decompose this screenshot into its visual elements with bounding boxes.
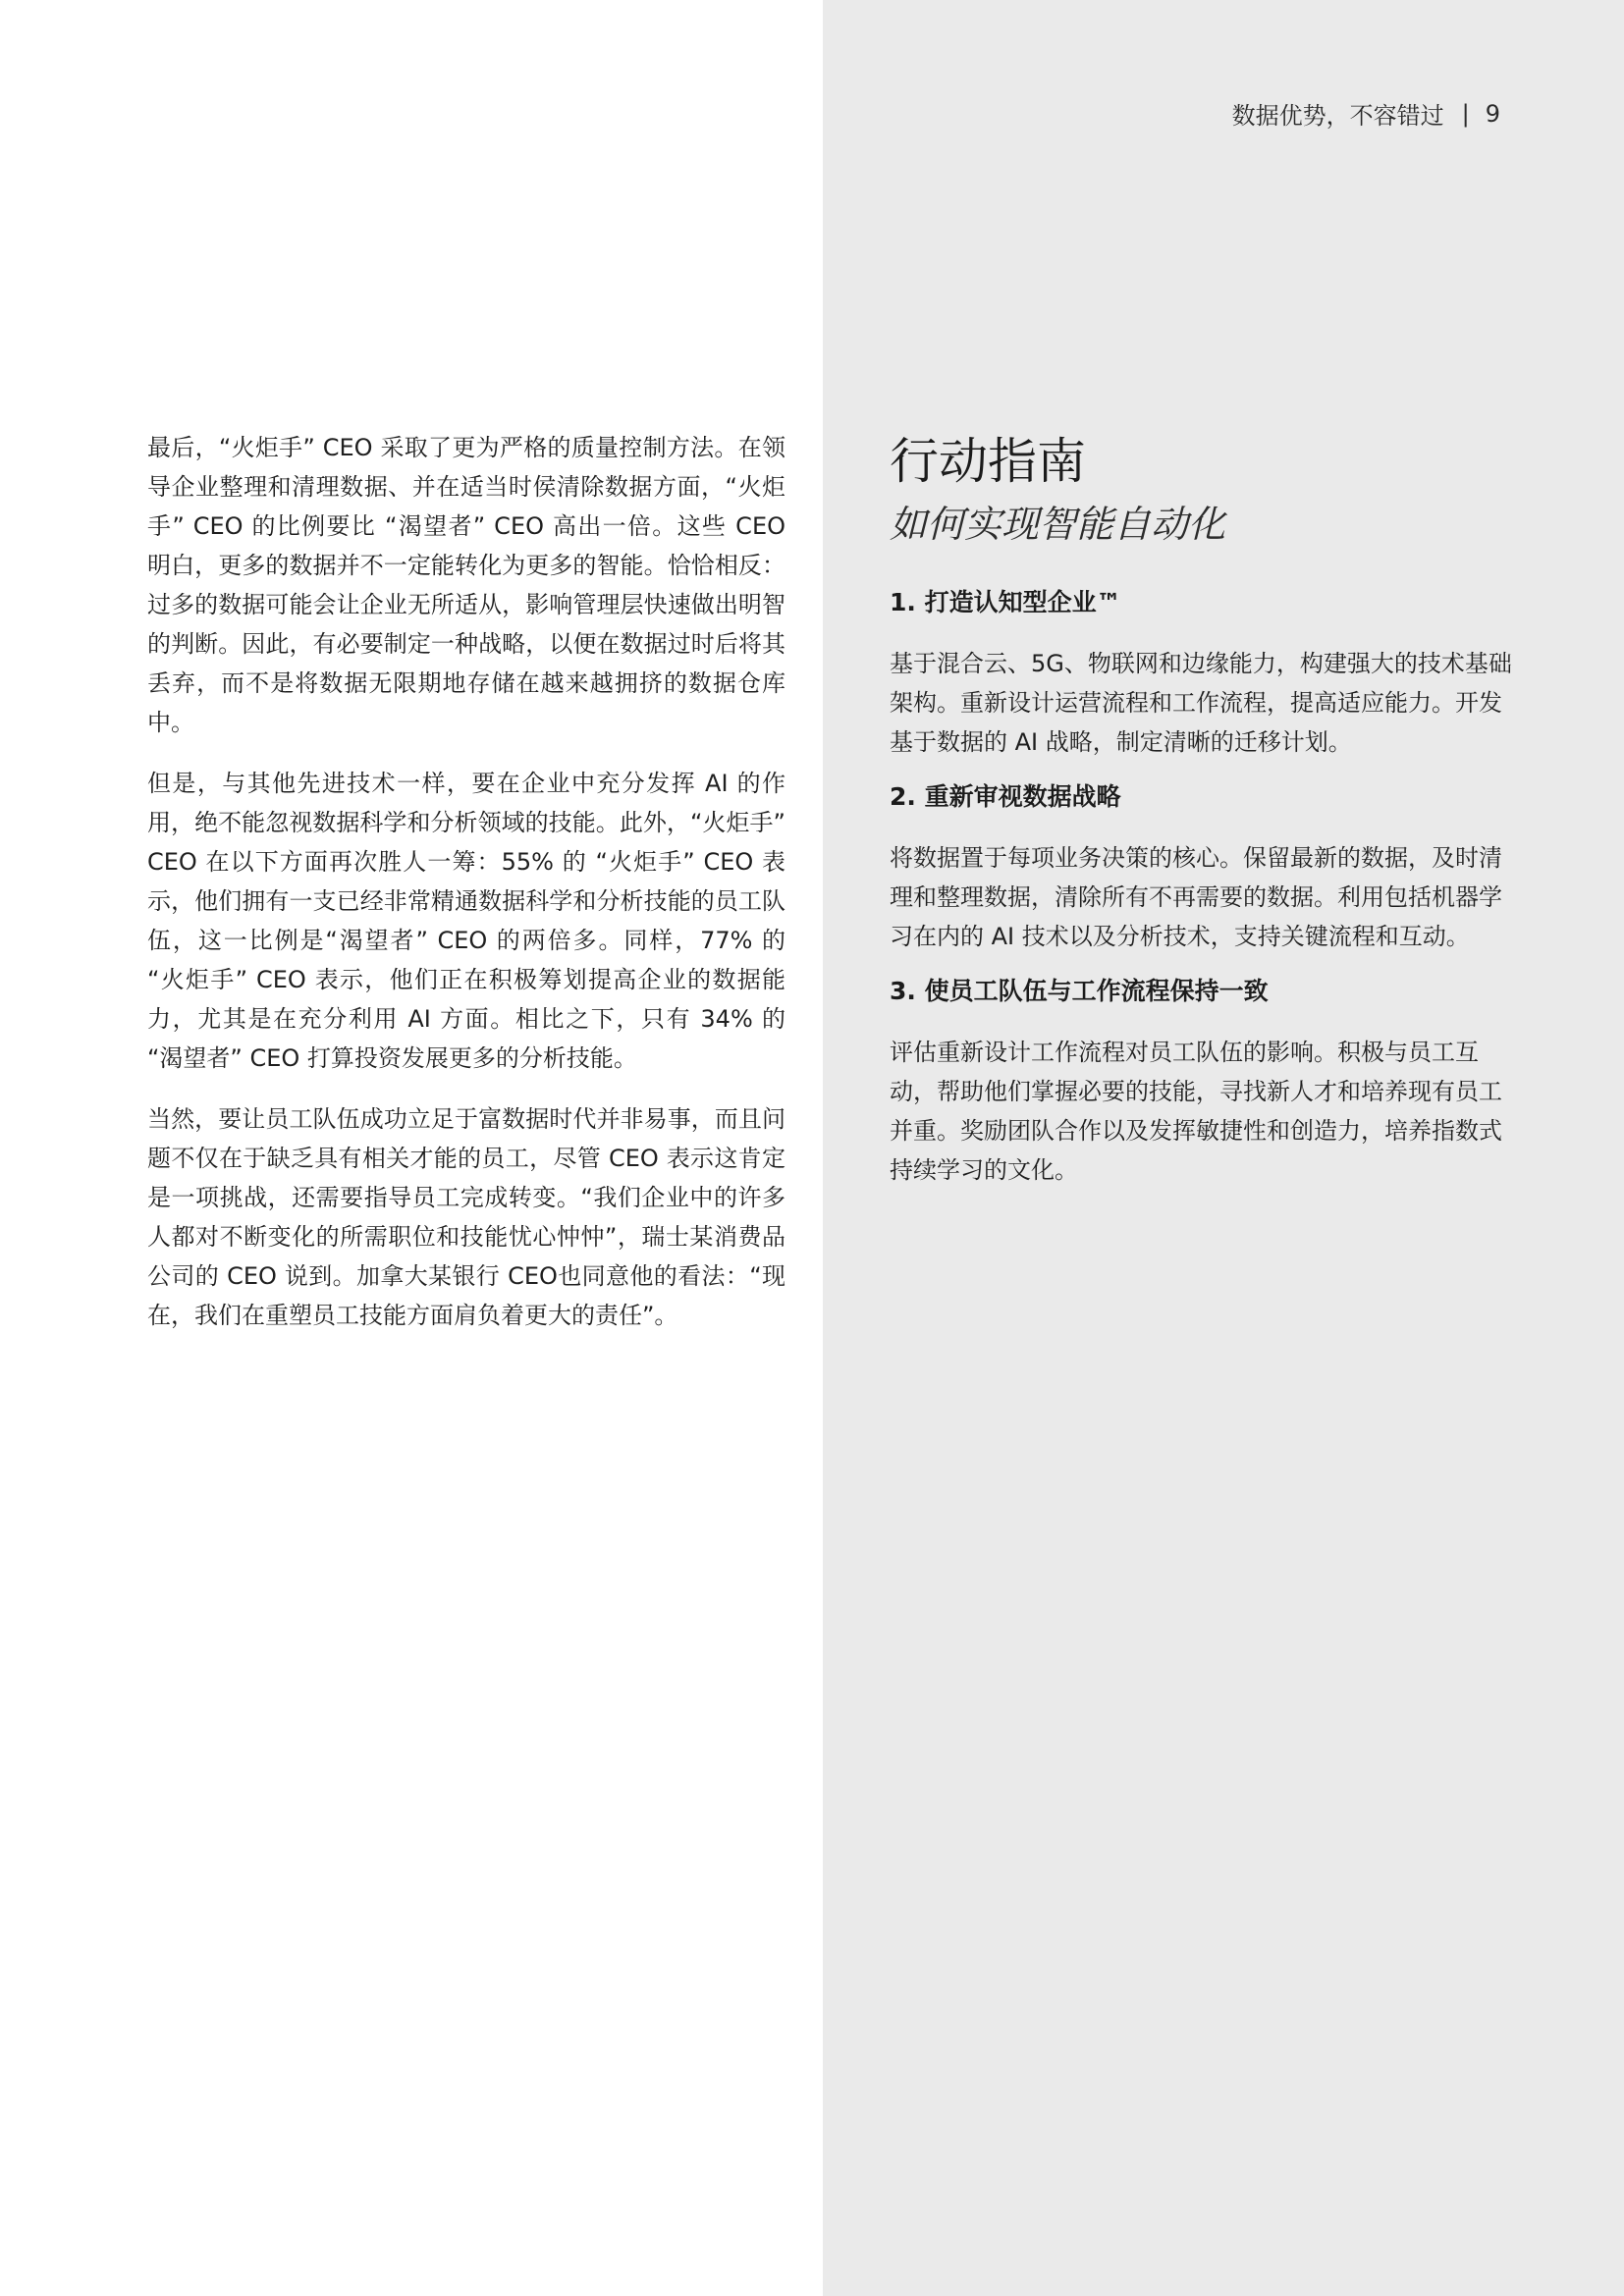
step-text: 基于混合云、5G、物联网和边缘能力，构建强大的技术基础架构。重新设计运营流程和工作流程，提高适应能力。开发基于数据的 AI 战略，制定清晰的迁移计划。 <box>890 650 1512 756</box>
page-number: 9 <box>1485 99 1500 128</box>
header-title: 数据优势，不容错过 <box>1231 102 1444 130</box>
step-heading: 3. 使员工队伍与工作流程保持一致 <box>890 977 1269 1005</box>
guide-title: 行动指南 <box>890 433 1086 490</box>
body-text <box>147 428 785 1357</box>
step-text: 评估重新设计工作流程对员工队伍的影响。积极与员工互动，帮助他们掌握必要的技能，寻找新人才和培养现有员工并重。奖励团队合作以及发挥敏捷性和创造力，培养指数式持续学习的文化。 <box>890 1039 1502 1184</box>
step-heading: 1. 打造认知型企业™ <box>890 588 1121 616</box>
header-separator: | <box>1461 99 1470 128</box>
page-header <box>1232 96 1500 131</box>
action-guide <box>890 432 1518 1207</box>
guide-subtitle: 如何实现智能自动化 <box>890 503 1226 546</box>
body-paragraph: 但是，与其他先进技术一样，要在企业中充分发挥 AI 的作用，绝不能忽视数据科学和分析领域的技能。此外，“火炬手” CEO 在以下方面再次胜人一筹：55% 的 “火炬手” CEO 表示，他们拥有一支已经非常精通数据科学和分析技能的员工队伍，这一比例是“渴望者” CEO 的两倍多。同样，77% 的 “火炬手” CEO 表示，他们正在积极筹划提高企业的数据能力，尤其是在充分利用 AI 方面。相比之下，只有 34% 的 “渴望者” CEO 打算投资发展更多的分析技能。 <box>147 770 785 1072</box>
step-heading: 2. 重新审视数据战略 <box>890 782 1121 811</box>
body-paragraph: 最后，“火炬手” CEO 采取了更为严格的质量控制方法。在领导企业整理和清理数据、并在适当时侯清除数据方面，“火炬手” CEO 的比例要比 “渴望者” CEO 高出一倍。这些 CEO 明白，更多的数据并不一定能转化为更多的智能。恰恰相反：过多的数据可能会让企业无所适从，影响管理层快速做出明智的判断。因此，有必要制定一种战略，以便在数据过时后将其丢弃，而不是将数据无限期地存储在越来越拥挤的数据仓库中。 <box>147 434 785 736</box>
step-text: 将数据置于每项业务决策的核心。保留最新的数据，及时清理和整理数据，清除所有不再需要的数据。利用包括机器学习在内的 AI 技术以及分析技术，支持关键流程和互动。 <box>890 844 1502 950</box>
body-paragraph: 当然，要让员工队伍成功立足于富数据时代并非易事，而且问题不仅在于缺乏具有相关才能的员工，尽管 CEO 表示这肯定是一项挑战，还需要指导员工完成转变。“我们企业中的许多人都对不断变化的所需职位和技能忧心忡忡”，瑞士某消费品公司的 CEO 说到。加拿大某银行 CEO也同意他的看法：“现在，我们在重塑员工技能方面肩负着更大的责任”。 <box>147 1105 785 1329</box>
